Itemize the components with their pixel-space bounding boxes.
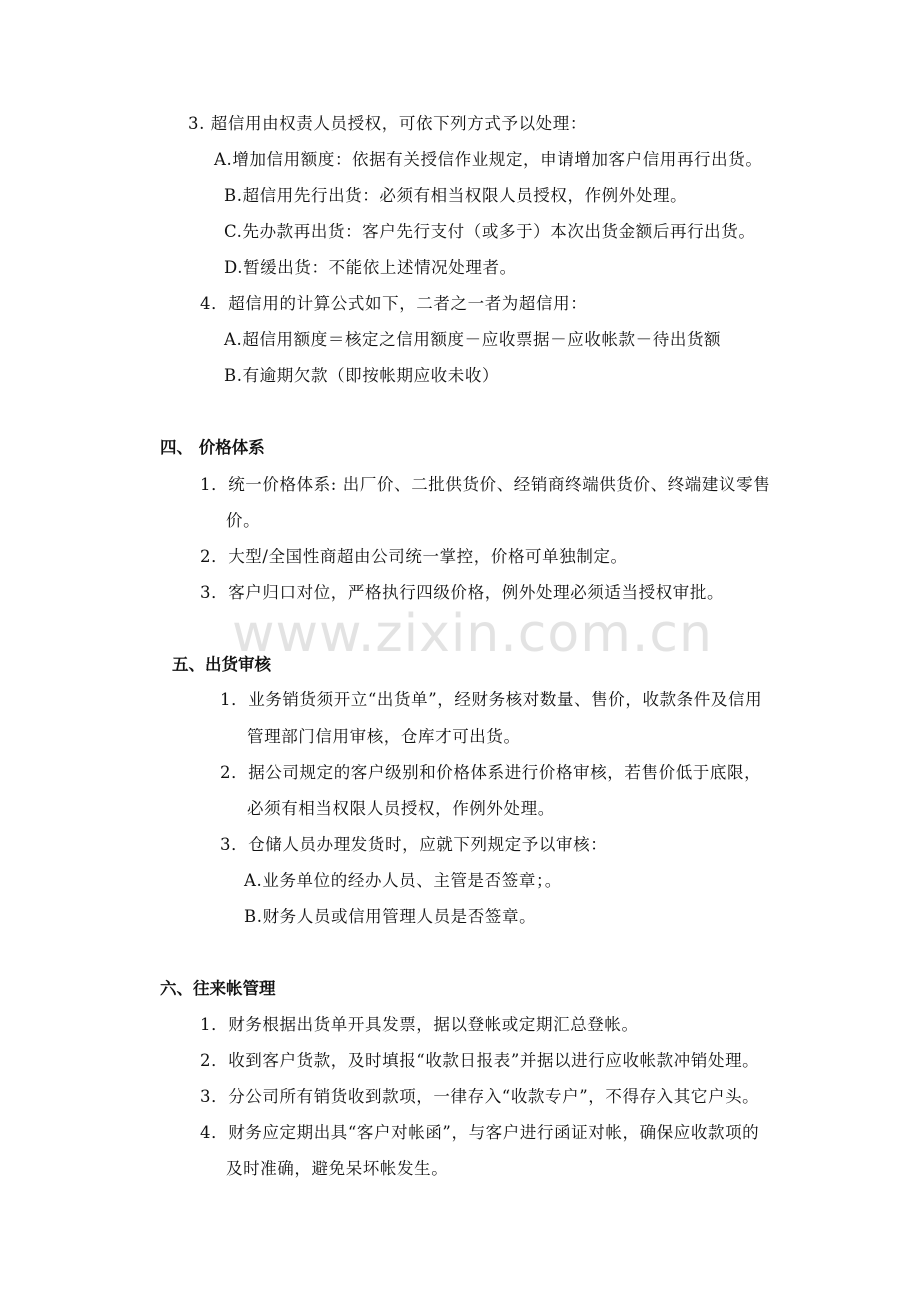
shipping-item-3-sub-a: A.业务单位的经办人员、主管是否签章；。 (244, 871, 562, 890)
credit-item-3-sub-d: D.暂缓出货：不能依上述情况处理者。 (224, 258, 517, 277)
section-6-heading: 六、往来帐管理 (160, 979, 276, 998)
shipping-item-2-line-2: 必须有相当权限人员授权，作例外处理。 (247, 799, 555, 818)
price-item-3: 3．客户归口对位，严格执行四级价格，例外处理必须适当授权审批。 (200, 583, 725, 602)
section-4-heading: 四、 价格体系 (160, 438, 265, 457)
shipping-item-3-sub-b: B.财务人员或信用管理人员是否签章。 (244, 907, 537, 926)
shipping-item-1-line-2: 管理部门信用审核，仓库才可出货。 (247, 727, 521, 746)
account-item-4-line-1: 4．财务应定期出具“客户对帐函”，与客户进行函证对帐，确保应收款项的 (200, 1123, 760, 1142)
shipping-item-3: 3．仓储人员办理发货时，应就下列规定予以审核： (220, 835, 608, 854)
credit-item-3: 3. 超信用由权责人员授权，可依下列方式予以处理： (188, 114, 587, 133)
account-item-2: 2．收到客户货款，及时填报“收款日报表”并据以进行应收帐款冲销处理。 (200, 1051, 760, 1070)
shipping-item-1-line-1: 1．业务销货须开立“出货单”，经财务核对数量、售价，收款条件及信用 (220, 690, 763, 709)
credit-item-3-sub-b: B.超信用先行出货：必须有相当权限人员授权，作例外处理。 (224, 186, 688, 205)
credit-item-3-sub-a: A.增加信用额度：依据有关授信作业规定，申请增加客户信用再行出货。 (214, 150, 763, 169)
watermark: www.zixin.com.cn (232, 604, 713, 664)
account-item-3: 3．分公司所有销货收到款项，一律存入“收款专户”，不得存入其它户头。 (200, 1087, 760, 1106)
credit-item-4-sub-a: A.超信用额度＝核定之信用额度－应收票据－应收帐款－待出货额 (224, 330, 722, 349)
price-item-1-line-2: 价。 (226, 511, 261, 530)
price-item-2: 2．大型/全国性商超由公司统一掌控，价格可单独制定。 (200, 547, 628, 566)
account-item-4-line-2: 及时准确，避免呆坏帐发生。 (226, 1159, 449, 1178)
price-item-1-line-1: 1．统一价格体系: 出厂价、二批供货价、经销商终端供货价、终端建议零售 (200, 475, 771, 494)
section-5-heading: 五、出货审核 (172, 655, 271, 674)
credit-item-4: 4．超信用的计算公式如下，二者之一者为超信用： (200, 294, 588, 313)
credit-item-4-sub-b: B.有逾期欠款（即按帐期应收未收） (224, 366, 500, 385)
account-item-1: 1．财务根据出货单开具发票，据以登帐或定期汇总登帐。 (200, 1015, 639, 1034)
credit-item-3-sub-c: C.先办款再出货：客户先行支付（或多于）本次出货金额后再行出货。 (224, 222, 756, 241)
shipping-item-2-line-1: 2．据公司规定的客户级别和价格体系进行价格审核，若售价低于底限， (220, 763, 762, 782)
